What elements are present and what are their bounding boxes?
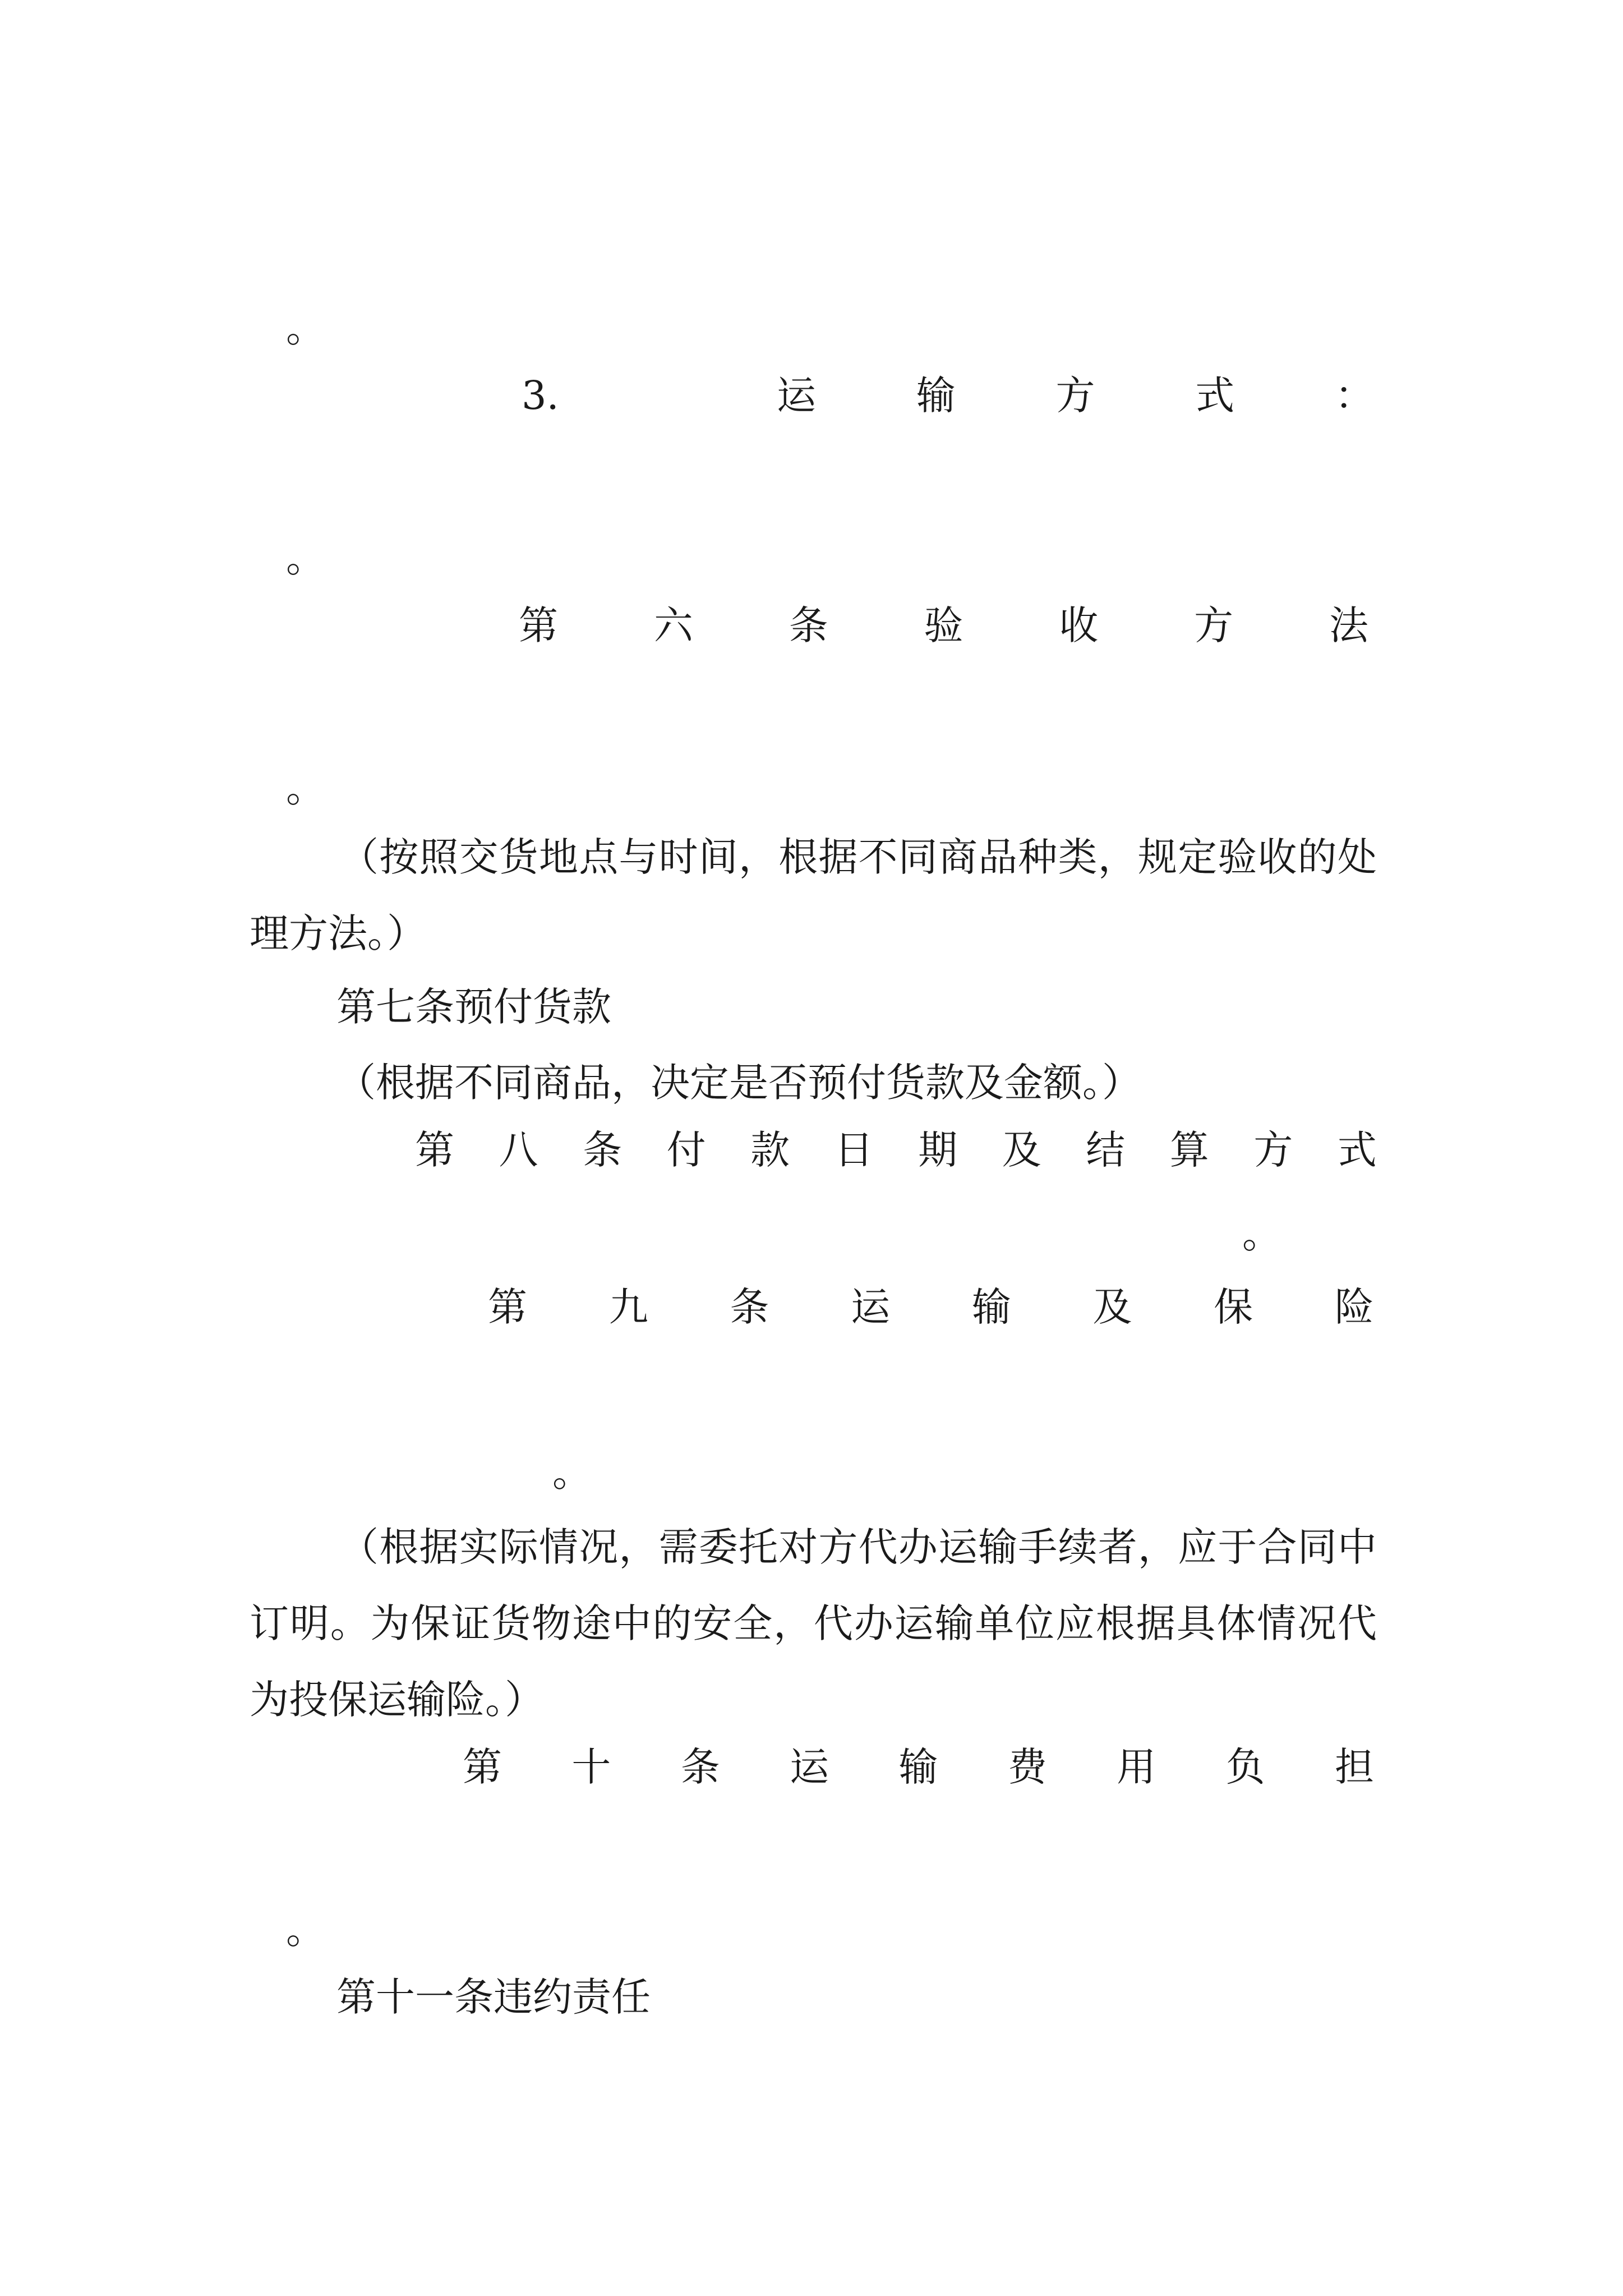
heading-char: 及: [1092, 1284, 1132, 1330]
heading-char: 期: [918, 1127, 958, 1173]
heading-char: 第: [463, 1744, 502, 1790]
heading-char: 第: [415, 1127, 454, 1173]
heading-char: 十: [571, 1744, 611, 1790]
heading-char: 式: [1337, 1127, 1377, 1173]
article-9-note: （根据实际情况，需委托对方代办运输手续者，应于合同中订明。为保证货物途中的安全，代办运输单位应根据具体情况代为投保运输险。）: [250, 1524, 1377, 1723]
heading-char: 六: [653, 602, 693, 648]
heading-char: 条: [583, 1127, 623, 1173]
heading-char: 用: [1117, 1744, 1156, 1790]
heading-char: 险: [1334, 1284, 1374, 1330]
article-6-note: （按照交货地点与时间，根据不同商品种类，规定验收的处理方法。）: [250, 834, 1377, 956]
period-mark: 。: [552, 1450, 592, 1496]
article-6-heading: [519, 597, 1368, 654]
heading-char: 方: [1253, 1127, 1293, 1173]
period-mark: 。: [286, 535, 325, 581]
heading-char: ：: [1335, 372, 1374, 418]
heading-char: 验: [924, 602, 963, 648]
article-8-heading: [415, 1122, 1377, 1178]
heading-char: 及: [1002, 1127, 1041, 1173]
heading-char: 方: [1055, 372, 1095, 418]
heading-char: 付: [666, 1127, 706, 1173]
article-11-heading: 第十一条违约责任: [336, 1974, 651, 2020]
article-9-heading: [488, 1279, 1374, 1335]
heading-char: 法: [1329, 602, 1368, 648]
article-7-note: （根据不同商品，决定是否预付货款及金额。）: [336, 1060, 1141, 1106]
period-mark: 。: [286, 765, 325, 811]
article-10-heading: [463, 1739, 1374, 1795]
period-mark: 。: [286, 305, 325, 351]
heading-char: 运: [777, 372, 816, 418]
heading-char: 负: [1225, 1744, 1265, 1790]
heading-char: 输: [898, 1744, 938, 1790]
heading-char: 运: [851, 1284, 891, 1330]
period-mark: 。: [1242, 1211, 1281, 1257]
heading-char: 日: [834, 1127, 874, 1173]
transport-heading: [777, 367, 1374, 424]
heading-char: 收: [1059, 602, 1099, 648]
heading-char: 条: [730, 1284, 769, 1330]
heading-char: 输: [916, 372, 956, 418]
heading-char: 算: [1169, 1127, 1209, 1173]
heading-char: 担: [1335, 1744, 1374, 1790]
heading-char: 式: [1195, 372, 1235, 418]
heading-char: 款: [750, 1127, 790, 1173]
heading-char: 费: [1007, 1744, 1047, 1790]
heading-char: 结: [1086, 1127, 1126, 1173]
heading-char: 运: [790, 1744, 829, 1790]
heading-char: 第: [488, 1284, 527, 1330]
period-mark: 。: [286, 1907, 325, 1953]
heading-char: 九: [608, 1284, 648, 1330]
transport-item-number: 3.: [522, 372, 559, 418]
heading-char: 条: [680, 1744, 720, 1790]
article-7-heading: 第七条预付货款: [336, 984, 611, 1030]
heading-char: 八: [499, 1127, 538, 1173]
heading-char: 保: [1214, 1284, 1253, 1330]
heading-char: 输: [971, 1284, 1011, 1330]
heading-char: 第: [519, 602, 558, 648]
heading-char: 方: [1194, 602, 1234, 648]
heading-char: 条: [789, 602, 828, 648]
